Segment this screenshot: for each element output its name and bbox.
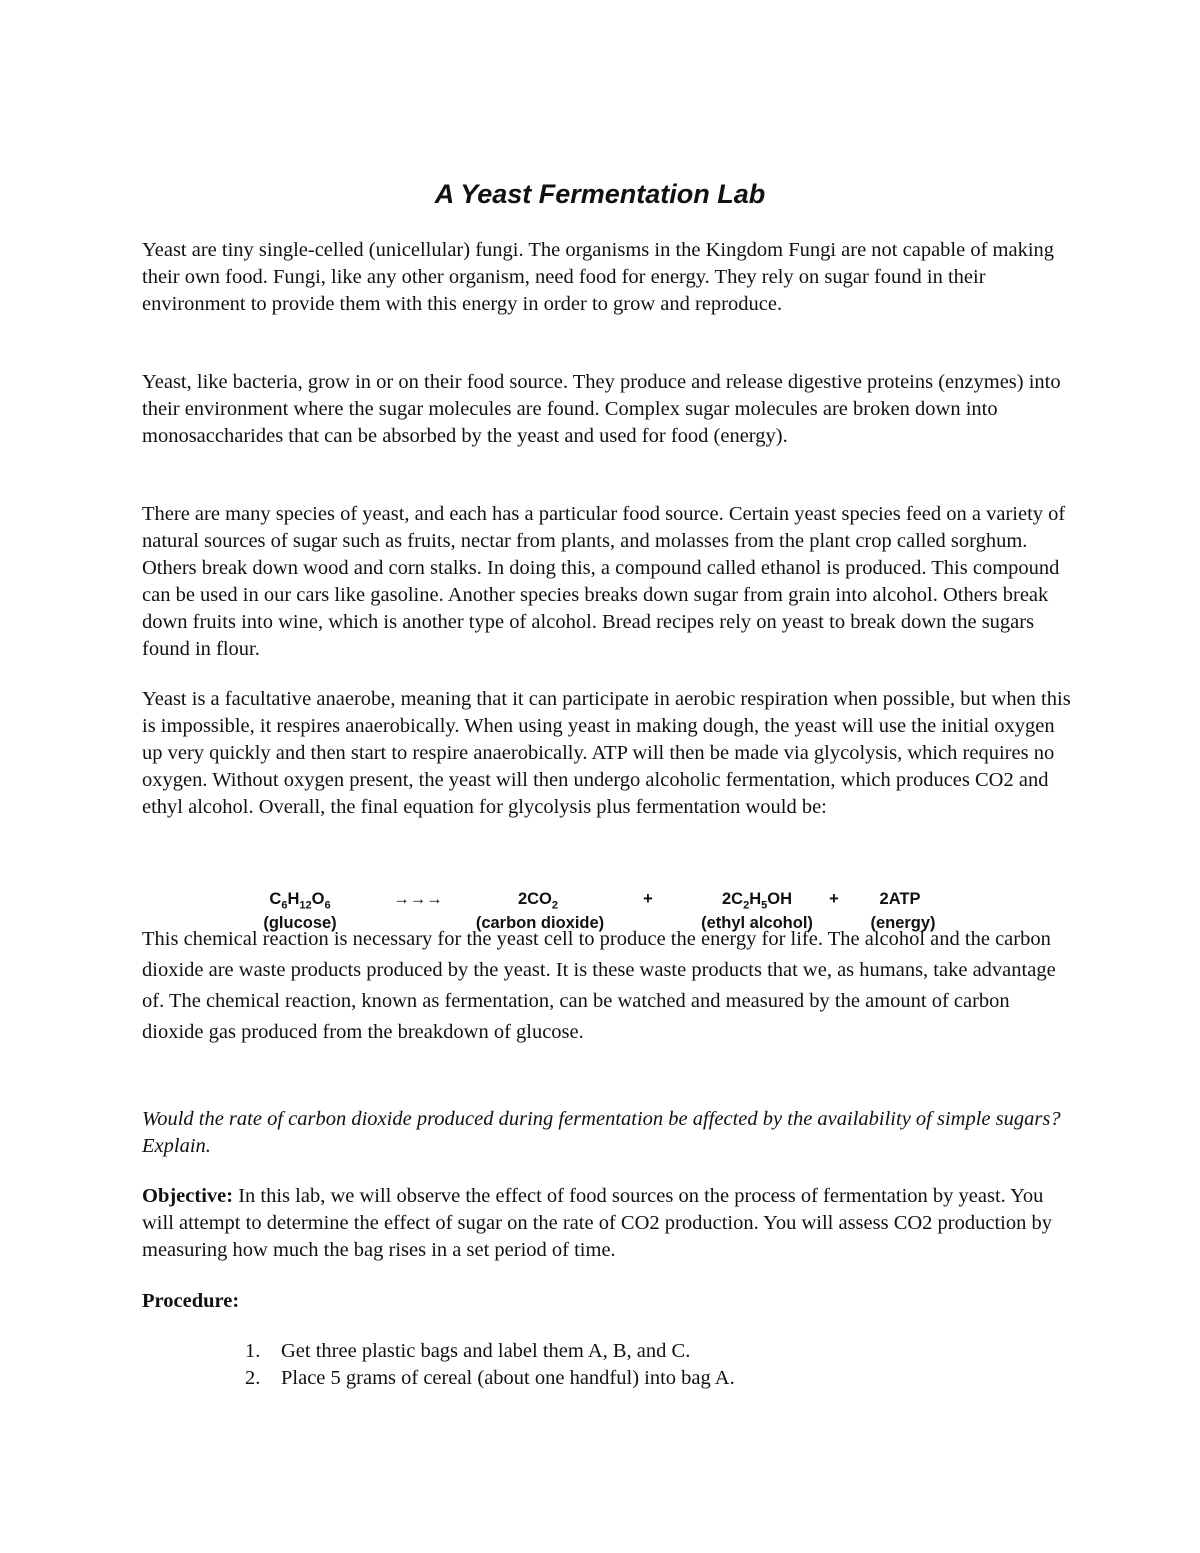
equation-arrow: →→→ bbox=[393, 890, 443, 908]
procedure-step bbox=[245, 1338, 735, 1365]
equation-plus-2: + bbox=[829, 890, 839, 908]
paragraph-reaction-explanation: This chemical reaction is necessary for the yeast cell to produce the energy for life. The alcohol and the carbon dioxide are waste products produced by the yeast. It is these waste products that we, as humans, take advantage of. The chemical reaction, known as fermentation, can be watched and measured by the amount of carbon dioxide gas produced from the breakdown of glucose. bbox=[142, 928, 1056, 1043]
equation-glucose: $C_6H_{12}O_6$ bbox=[269, 890, 331, 912]
procedure-heading: Procedure: bbox=[142, 1290, 240, 1312]
paragraph-facultative-anaerobe: Yeast is a facultative anaerobe, meaning that it can participate in aerobic respiration when possible, but when this is impossible, it respires anaerobically. When using yeast in making dough, the yeast will use the initial oxygen up very quickly and then start to respire anaerobically. ATP will then be made via glycolysis, which requires no oxygen. Without oxygen present, the yeast will then undergo alcoholic fermentation, which produces CO2 and ethyl alcohol. Overall, the final equation for glycolysis plus fermentation would be: bbox=[142, 688, 1071, 818]
procedure-steps bbox=[245, 1338, 735, 1392]
step-number: 1. bbox=[245, 1340, 261, 1362]
question-text: Would the rate of carbon dioxide produced during fermentation be affected by the availability of simple sugars? Explain. bbox=[142, 1108, 1061, 1157]
paragraph-yeast-species: There are many species of yeast, and each has a particular food source. Certain yeast species feed on a variety of natural sources of sugar such as fruits, nectar from plants, and molasses from the plant crop called sorghum. Others break down wood and corn stalks. In doing this, a compound called ethanol is produced. This compound can be used in our cars like gasoline. Another species breaks down sugar from grain into alcohol. Others break down fruits into wine, which is another type of alcohol. Bread recipes rely on yeast to break down the sugars found in flour. bbox=[142, 503, 1066, 660]
step-text: Get three plastic bags and label them A, B, and C. bbox=[281, 1340, 691, 1362]
equation-atp: 2ATP bbox=[879, 890, 921, 908]
equation-label-energy: (energy) bbox=[870, 914, 936, 932]
objective-paragraph bbox=[142, 1183, 1072, 1264]
equation-label-carbon-dioxide: (carbon dioxide) bbox=[475, 914, 605, 932]
equation-ethyl-alcohol: $2C_2H_5OH$ bbox=[721, 890, 793, 912]
equation-plus-1: + bbox=[643, 890, 653, 908]
equation-label-glucose: (glucose) bbox=[263, 914, 337, 932]
equation-label-ethyl-alcohol: (ethyl alcohol) bbox=[701, 914, 813, 932]
step-number: 2. bbox=[245, 1367, 261, 1389]
document-title: A Yeast Fermentation Lab bbox=[434, 179, 766, 209]
step-text: Place 5 grams of cereal (about one handful) into bag A. bbox=[281, 1367, 735, 1389]
paragraph-yeast-intro: Yeast are tiny single-celled (unicellular) fungi. The organisms in the Kingdom Fungi are not capable of making their own food. Fungi, like any other organism, need food for energy. They rely on sugar found in their environment to provide them with this energy in order to grow and reproduce. bbox=[142, 239, 1055, 315]
equation-carbon-dioxide: $2CO_2$ bbox=[517, 890, 559, 912]
paragraph-food-source: Yeast, like bacteria, grow in or on their food source. They produce and release digestive proteins (enzymes) into their environment where the sugar molecules are found. Complex sugar molecules are broken down into monosaccharides that can be absorbed by the yeast and used for food (energy). bbox=[142, 371, 1061, 447]
procedure-step bbox=[245, 1365, 735, 1392]
objective-text: In this lab, we will observe the effect of food sources on the process of fermentation by yeast. You will attempt to determine the effect of sugar on the rate of CO2 production. You will assess CO2 production by measuring how much the bag rises in a set period of time. bbox=[142, 1185, 1052, 1261]
objective-label: Objective: bbox=[142, 1185, 234, 1207]
